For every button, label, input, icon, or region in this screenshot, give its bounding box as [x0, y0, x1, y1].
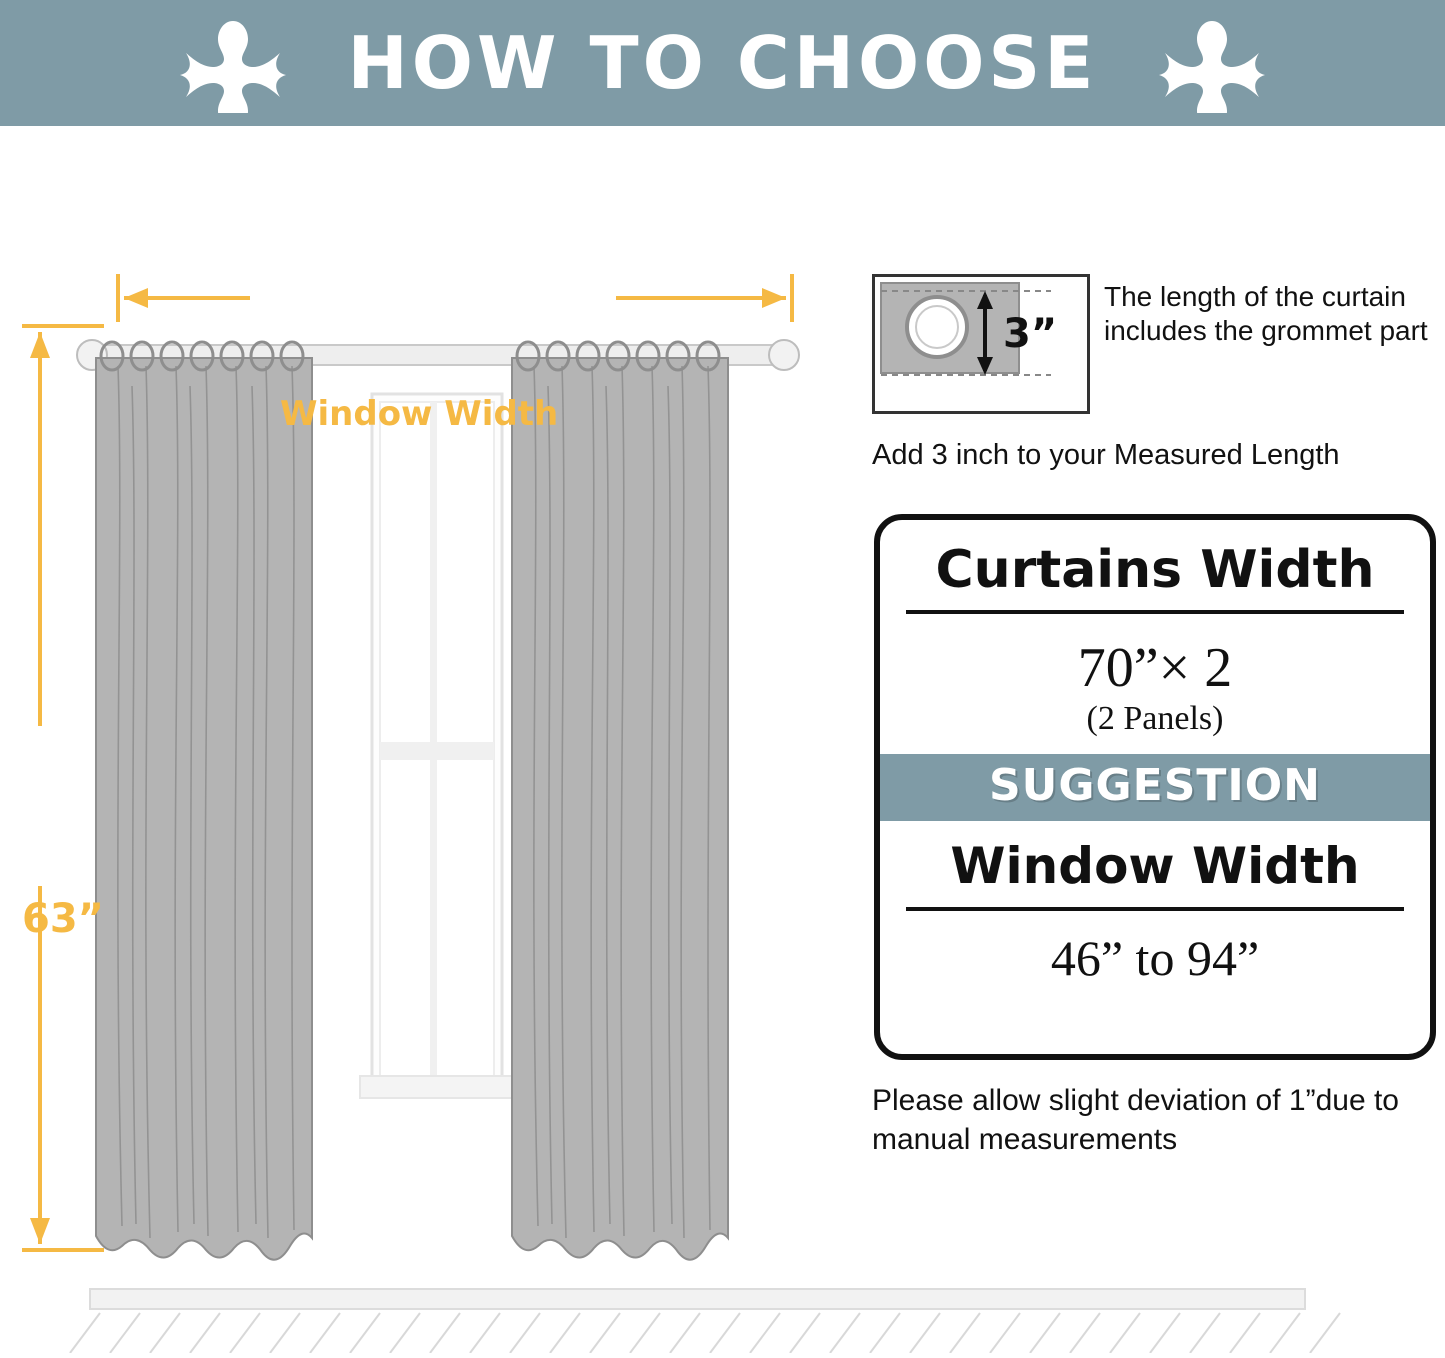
page-title: HOW TO CHOOSE — [347, 21, 1098, 105]
window-width-dimension-label: Window Width — [280, 394, 559, 434]
curtain-height-dimension-label: 63” — [22, 896, 104, 942]
curtains-width-title: Curtains Width — [935, 540, 1375, 600]
fleur-de-lis-icon — [1137, 13, 1287, 113]
window-width-arrow — [118, 274, 792, 322]
left-curtain-panel — [96, 342, 312, 1260]
grommet-note — [872, 274, 1442, 414]
grommet-note-text: The length of the curtain includes the grommet part — [1104, 281, 1428, 347]
floor-graphic — [0, 1283, 1445, 1353]
header-banner — [0, 0, 1445, 126]
curtains-width-panels: (2 Panels) — [1086, 700, 1224, 737]
suggestion-band: SUGGESTION — [880, 754, 1430, 821]
curtain-diagram — [0, 126, 860, 1353]
grommet-detail-figure — [872, 274, 1090, 414]
curtains-width-value: 70”× 2 — [1077, 637, 1233, 699]
grommet-diagram-svg — [875, 277, 1081, 405]
fleur-de-lis-icon — [158, 13, 308, 113]
size-suggestion-card — [874, 514, 1436, 1060]
window-frame — [360, 394, 515, 1098]
info-panel — [862, 126, 1445, 1353]
add-length-note: Add 3 inch to your Measured Length — [872, 439, 1340, 471]
curtain-height-arrow — [22, 326, 104, 1250]
grommet-measure-text: 3” — [1003, 311, 1058, 357]
window-width-title: Window Width — [950, 837, 1360, 895]
window-width-range: 46” to 94” — [1050, 930, 1260, 986]
right-curtain-panel — [512, 342, 728, 1260]
curtain-illustration-svg — [0, 126, 860, 1353]
deviation-note: Please allow slight deviation of 1”due to manual measurements — [872, 1084, 1399, 1156]
